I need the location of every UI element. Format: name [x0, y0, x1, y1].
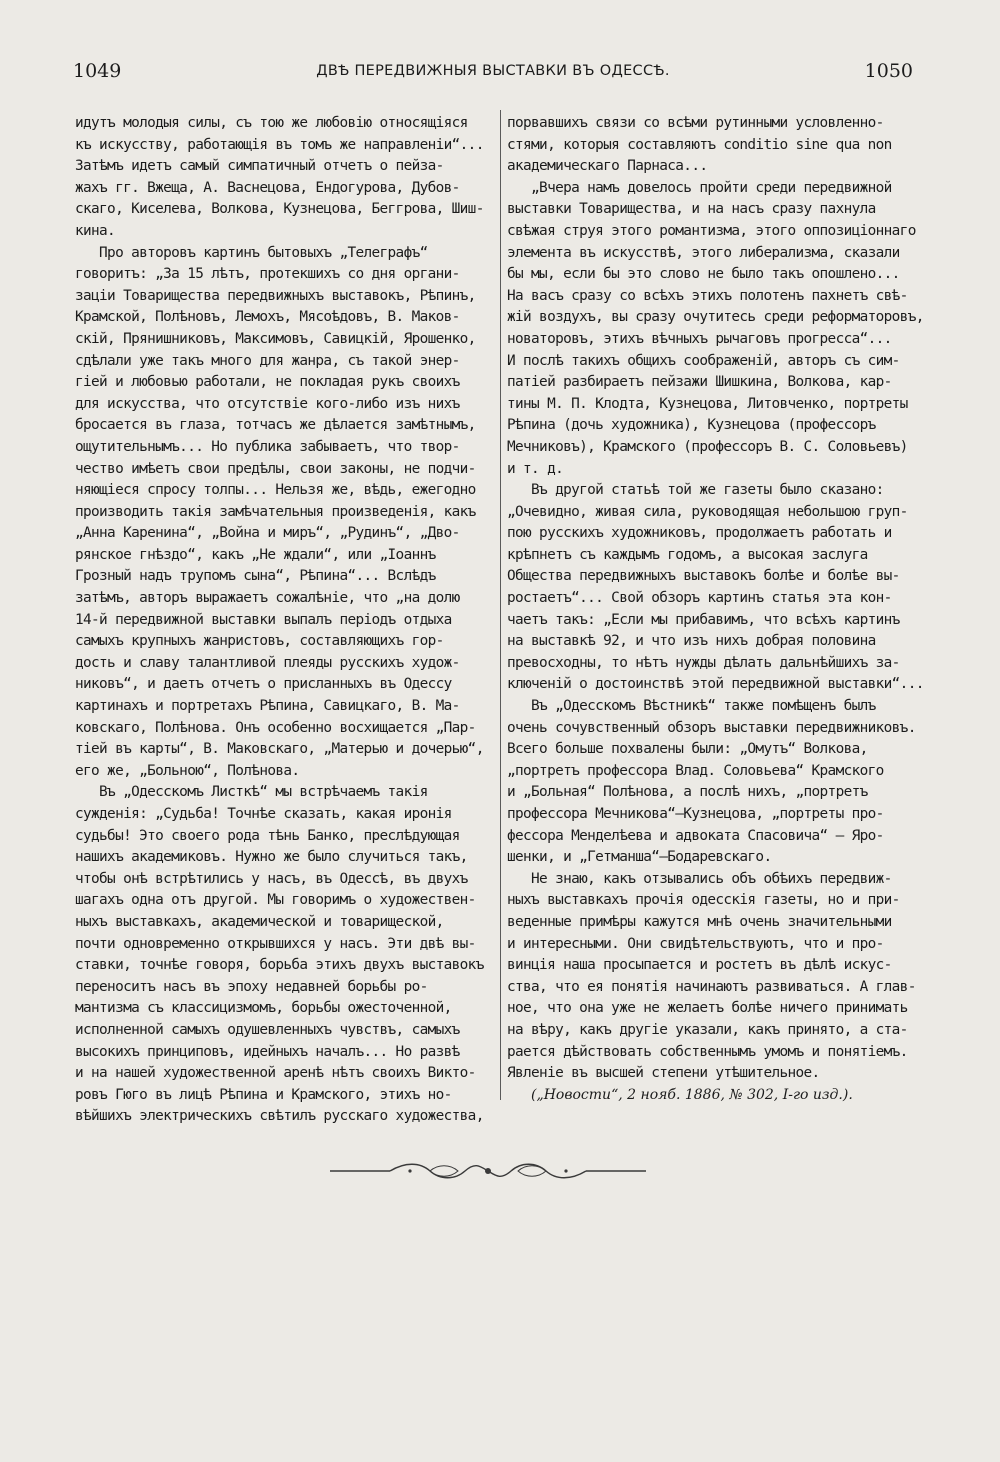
text-line: крѣпнетъ съ каждымъ годомъ, а высокая заслуга	[507, 546, 868, 563]
text-line: ощутительнымъ... Но публика забываетъ, что твор-	[75, 438, 460, 455]
text-line: стями, которыя составляютъ conditio sine qua non	[507, 136, 892, 153]
text-line: академическаго Парнаса...	[507, 158, 708, 175]
text-line: ства, что ея понятія начинаютъ развиваться. А глав-	[507, 978, 916, 995]
text-line: Про авторовъ картинъ бытовыхъ „Телеграфъ“	[75, 244, 428, 261]
text-line: ставки, точнѣе говоря, борьба этихъ двухъ выставокъ	[75, 957, 484, 974]
text-line: гіей и любовью работали, не покладая рукъ своихъ	[75, 374, 460, 391]
text-line: Затѣмъ идетъ самый симпатичный отчетъ о пейза-	[75, 158, 444, 175]
text-line: для искусства, что отсутствіе кого-либо изъ нихъ	[75, 395, 460, 412]
text-line: картинахъ и портретахъ Рѣпина, Савицкаго, В. Ма-	[75, 698, 460, 715]
text-line: затѣмъ, авторъ выражаетъ сожалѣніе, что „на долю	[75, 590, 460, 607]
column-divider	[500, 110, 501, 1100]
text-line: бы мы, если бы это слово не было такъ опошлено...	[507, 266, 900, 283]
text-line: скаго, Киселева, Волкова, Кузнецова, Беггрова, Шиш-	[75, 201, 484, 218]
text-line: Въ „Одесскомъ Листкѣ“ мы встрѣчаемъ такія	[75, 784, 428, 801]
decorative-ornament	[330, 1158, 646, 1184]
text-line: сужденія: „Судьба! Точнѣе сказать, какая иронія	[75, 806, 452, 822]
text-line: нашихъ академиковъ. Нужно же было случиться такъ,	[75, 849, 468, 866]
text-line: кина.	[75, 222, 116, 239]
text-line: ковскаго, Полѣнова. Онъ особенно восхищается „Пар-	[75, 719, 476, 736]
text-line: Мечниковъ), Крамского (профессоръ В. С. Соловьевъ)	[507, 438, 908, 455]
text-line: патіей разбираетъ пейзажи Шишкина, Волкова, кар-	[507, 374, 892, 391]
text-line: Въ „Одесскомъ Вѣстникѣ“ также помѣщенъ былъ	[507, 698, 876, 715]
running-title: ДВѢ ПЕРЕДВИЖНЫЯ ВЫСТАВКИ ВЪ ОДЕССѢ.	[316, 63, 670, 79]
text-line: „Очевидно, живая сила, руководящая небольшою груп-	[507, 503, 908, 520]
text-line: ное, что она уже не желаетъ болѣе ничего принимать	[507, 1000, 908, 1017]
text-line: заціи Товарищества передвижныхъ выставокъ, Рѣпинъ,	[75, 287, 476, 304]
text-line: и „Больная“ Полѣнова, а послѣ нихъ, „портретъ	[507, 784, 868, 801]
text-line: чтобы онѣ встрѣтились у насъ, въ Одессѣ, въ двухъ	[75, 870, 468, 887]
text-line: свѣжая струя этого романтизма, этого оппозиціоннаго	[507, 222, 916, 239]
text-line: къ искусству, работающія въ томъ же направленіи“...	[75, 136, 484, 153]
text-line: и на нашей художественной аренѣ нѣтъ своихъ Викто-	[75, 1065, 476, 1082]
text-line: чество имѣетъ свои предѣлы, свои законы, не подчи-	[75, 460, 476, 477]
right-column	[507, 113, 924, 1107]
page-number-right: 1050	[864, 60, 913, 82]
left-column	[75, 113, 493, 1128]
text-line: веденные примѣры кажутся мнѣ очень значительными	[507, 913, 892, 930]
page-number-left: 1049	[73, 60, 122, 82]
text-line: и т. д.	[507, 460, 564, 477]
text-line: профессора Мечникова“—Кузнецова, „портреты про-	[507, 806, 884, 822]
text-line: тины М. П. Клодта, Кузнецова, Литовченко, портреты	[507, 395, 908, 412]
text-line: винція наша просыпается и ростетъ въ дѣлѣ искус-	[507, 957, 892, 974]
text-line: элемента въ искусствѣ, этого либерализма, сказали	[507, 244, 900, 261]
text-line: шенки, и „Гетманша“—Бодаревскаго.	[507, 849, 772, 866]
text-line: вѣйшихъ электрическихъ свѣтилъ русскаго художества,	[75, 1108, 484, 1125]
text-line: производить такія замѣчательныя произведенія, какъ	[75, 503, 476, 520]
text-line: Не знаю, какъ отзывались объ обѣихъ передвиж-	[507, 870, 892, 887]
text-line: на выставкѣ 92, и что изъ нихъ добрая половина	[507, 633, 876, 650]
text-line: „Вчера намъ довелось пройти среди передвижной	[507, 179, 892, 196]
text-line: судьбы! Это своего рода тѣнь Банко, преслѣдующая	[75, 827, 460, 844]
text-line: дость и славу талантливой плеяды русскихъ худож-	[75, 654, 460, 671]
text-line: На васъ сразу со всѣхъ этихъ полотенъ пахнетъ свѣ-	[507, 287, 908, 304]
text-line: никовъ“, и даетъ отчетъ о присланныхъ въ Одессу	[75, 676, 452, 693]
text-line: новаторовъ, этихъ вѣчныхъ рычаговъ прогресса“...	[507, 330, 892, 347]
text-line: „Анна Каренина“, „Война и миръ“, „Рудинъ“, „Дво-	[75, 525, 460, 542]
text-line: скій, Прянишниковъ, Максимовъ, Савицкій, Ярошенко,	[75, 330, 476, 347]
text-line: пою русскихъ художниковъ, продолжаетъ работать и	[507, 525, 892, 542]
text-line: И послѣ такихъ общихъ соображеній, авторъ съ сим-	[507, 352, 900, 369]
text-line: мантизма съ классицизмомъ, борьбы ожесточенной,	[75, 1000, 452, 1017]
text-line: „портретъ профессора Влад. Соловьева“ Крамского	[507, 762, 884, 779]
text-line: на вѣру, какъ другіе указали, какъ принято, а ста-	[507, 1021, 908, 1038]
text-line: и интересными. Они свидѣтельствуютъ, что и про-	[507, 935, 884, 952]
text-line: переноситъ насъ въ эпоху недавней борьбы ро-	[75, 978, 428, 995]
text-line: говоритъ: „За 15 лѣтъ, протекшихъ со дня органи-	[75, 266, 460, 283]
text-line: ныхъ выставкахъ, академической и товарищеской,	[75, 913, 444, 930]
text-line: очень сочувственный обзоръ выставки передвижниковъ.	[507, 719, 916, 736]
page-header	[73, 60, 913, 90]
text-line: жахъ гг. Вжеща, А. Васнецова, Ендогурова, Дубов-	[75, 179, 460, 196]
text-line: Всего больше похвалены были: „Омутъ“ Волкова,	[507, 741, 868, 758]
text-line: бросается въ глаза, тотчасъ же дѣлается замѣтнымъ,	[75, 417, 476, 434]
text-line: ключеній о достоинствѣ этой передвижной выставки“...	[507, 676, 924, 693]
text-line: 14-й передвижной выставки выпалъ періодъ отдыха	[75, 611, 452, 628]
text-line: Грозный надъ трупомъ сына“, Рѣпина“... Вслѣдъ	[75, 568, 436, 585]
text-line: выставки Товарищества, и на насъ сразу пахнула	[507, 201, 876, 218]
text-line: рается дѣйствовать собственнымъ умомъ и понятіемъ.	[507, 1043, 908, 1060]
text-line: самыхъ крупныхъ жанристовъ, составляющихъ гор-	[75, 633, 444, 650]
text-line: Общества передвижныхъ выставокъ болѣе и болѣе вы-	[507, 568, 900, 585]
text-line: Крамской, Полѣновъ, Лемохъ, Мясоѣдовъ, В. Маков-	[75, 309, 460, 326]
text-line: жій воздухъ, вы сразу очутитесь среди реформаторовъ,	[507, 309, 924, 326]
text-line: тіей въ карты“, В. Маковскаго, „Матерью и дочерью“,	[75, 741, 484, 758]
text-line: его же, „Больною“, Полѣнова.	[75, 762, 300, 779]
text-line: фессора Менделѣева и адвоката Спасовича“ — Яро-	[507, 827, 884, 844]
text-line: Рѣпина (дочь художника), Кузнецова (профессоръ	[507, 417, 876, 434]
text-line: чаетъ такъ: „Если мы прибавимъ, что всѣхъ картинъ	[507, 611, 900, 628]
text-line: ровъ Гюго въ лицѣ Рѣпина и Крамского, этихъ но-	[75, 1086, 452, 1103]
text-line: ныхъ выставкахъ прочія одесскія газеты, но и при-	[507, 892, 900, 909]
text-line: исполненной самыхъ одушевленныхъ чувствъ, самыхъ	[75, 1021, 460, 1038]
text-line: сдѣлали уже такъ много для жанра, съ такой энер-	[75, 352, 460, 369]
text-line: рянское гнѣздо“, какъ „Не ждали“, или „Іоаннъ	[75, 546, 436, 563]
text-line: превосходны, то нѣтъ нужды дѣлать дальнѣйшихъ за-	[507, 654, 900, 671]
text-line: шагахъ одна отъ другой. Мы говоримъ о художествен-	[75, 892, 476, 909]
text-line: порвавшихъ связи со всѣми рутинными условленно-	[507, 115, 884, 131]
text-line: ростаетъ“... Свой обзоръ картинъ статья эта кон-	[507, 590, 892, 607]
text-line: няющіеся спросу толпы... Нельзя же, вѣдь, ежегодно	[75, 482, 476, 499]
text-line: Въ другой статьѣ той же газеты было сказано:	[507, 482, 884, 499]
text-line: почти одновременно открывшихся у насъ. Эти двѣ вы-	[75, 935, 476, 952]
text-line: высокихъ принциповъ, идейныхъ началъ... Но развѣ	[75, 1043, 460, 1060]
text-line: идутъ молодыя силы, съ тою же любовію относящіяся	[75, 115, 468, 131]
text-line: Явленіе въ высшей степени утѣшительное.	[507, 1065, 820, 1082]
source-citation: („Новости“, 2 нояб. 1886, № 302, I-го изд.).	[531, 1086, 853, 1103]
